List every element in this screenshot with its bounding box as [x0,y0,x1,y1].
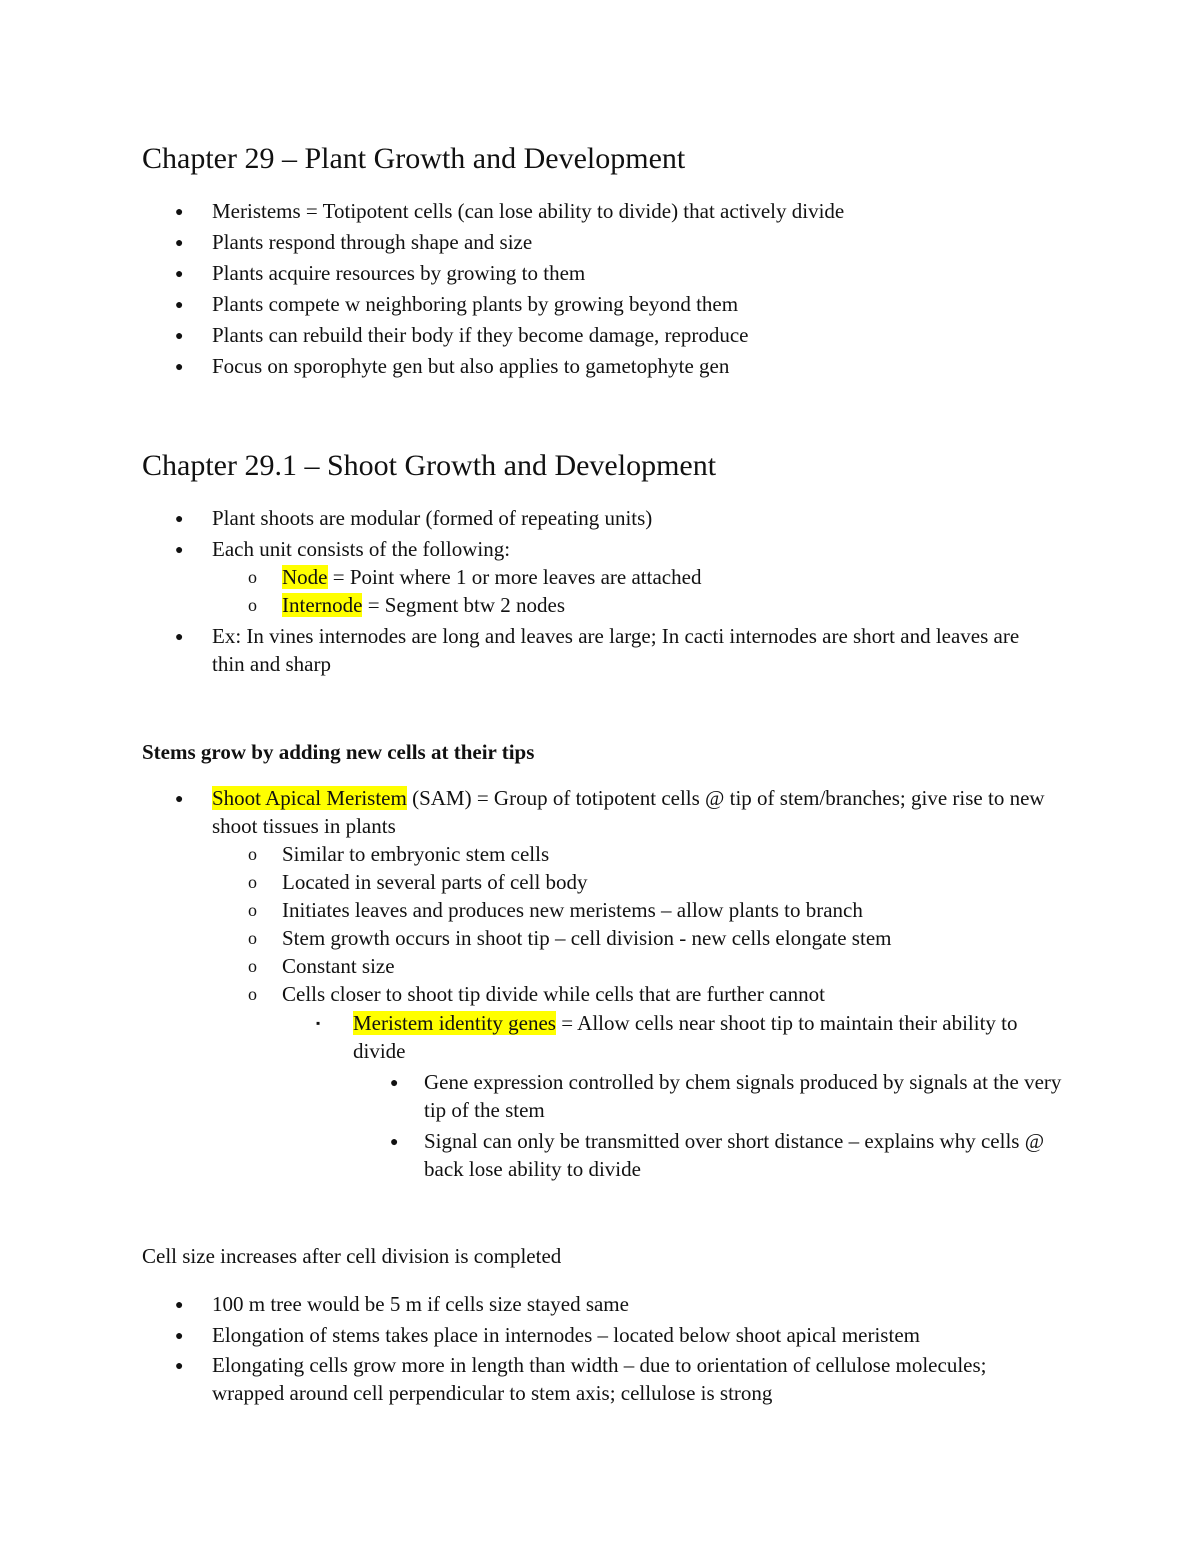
node-def: = Point where 1 or more leaves are attached [327,565,702,589]
bullet-icon: ● [175,360,184,375]
sam-subitem: Constant size [282,954,395,978]
circle-bullet-icon: o [248,956,257,976]
gene-bullet: Signal can only be transmitted over short distance – explains why cells @ back lose ability to divide [424,1129,1045,1181]
bullet-icon: ● [175,512,184,527]
circle-bullet-icon: o [248,928,257,948]
cell-size-heading: Cell size increases after cell division is completed [142,1244,562,1268]
sam-def: (SAM) = Group of totipotent cells @ tip of stem/branches; give rise to new shoot tissues in plants [212,786,1045,838]
bullet-icon: ● [175,630,184,645]
chapter-29-1-bullet: Ex: In vines internodes are long and leaves are large; In cacti internodes are short and leaves are thin and sharp [212,624,1020,676]
bullet-icon: ● [175,329,184,344]
chapter-29-bullet: Plants respond through shape and size [212,230,533,254]
cell-size-bullet: Elongating cells grow more in length than width – due to orientation of cellulose molecules; wrapped around cell perpendicular to stem axis; cellulose is strong [212,1353,987,1405]
circle-bullet-icon: o [248,567,257,587]
node-definition [282,564,1072,592]
bullet-icon: ● [175,792,184,807]
sam-subitem: Cells closer to shoot tip divide while cells that are further cannot [282,982,825,1006]
internode-def: = Segment btw 2 nodes [362,593,566,617]
cell-size-bullet: Elongation of stems takes place in internodes – located below shoot apical meristem [212,1323,920,1347]
sam-subitem: Initiates leaves and produces new meristems – allow plants to branch [282,898,863,922]
sam-definition [212,785,1052,840]
bullet-icon: ● [175,1329,184,1344]
bullet-icon: ● [175,298,184,313]
chapter-29-bullet: Meristems = Totipotent cells (can lose ability to divide) that actively divide [212,199,845,223]
circle-bullet-icon: o [248,900,257,920]
chapter-29-bullet: Focus on sporophyte gen but also applies to gametophyte gen [212,354,730,378]
bullet-icon: ● [175,267,184,282]
circle-bullet-icon: o [248,872,257,892]
square-bullet-icon: ▪ [316,1016,321,1030]
sam-subitem: Stem growth occurs in shoot tip – cell division - new cells elongate stem [282,926,892,950]
mig-def: = Allow cells near shoot tip to maintain their ability to divide [353,1011,1018,1063]
cell-size-bullet: 100 m tree would be 5 m if cells size stayed same [212,1292,629,1316]
mig-term: Meristem identity genes [353,1011,556,1035]
chapter-29-1-heading: Chapter 29.1 – Shoot Growth and Development [142,449,717,482]
internode-definition [282,592,1072,620]
sam-term: Shoot Apical Meristem [212,786,407,810]
node-term: Node [282,565,328,589]
sam-subitem: Similar to embryonic stem cells [282,842,550,866]
bullet-icon: ● [390,1076,399,1091]
circle-bullet-icon: o [248,844,257,864]
chapter-29-bullet: Plants acquire resources by growing to them [212,261,586,285]
sam-subitem: Located in several parts of cell body [282,870,588,894]
chapter-29-bullet: Plants can rebuild their body if they become damage, reproduce [212,323,749,347]
bullet-icon: ● [175,1359,184,1374]
bullet-icon: ● [390,1135,399,1150]
circle-bullet-icon: o [248,984,257,1004]
gene-bullet: Gene expression controlled by chem signals produced by signals at the very tip of the stem [424,1070,1062,1122]
chapter-29-bullet: Plants compete w neighboring plants by growing beyond them [212,292,739,316]
chapter-29-1-bullet: Plant shoots are modular (formed of repeating units) [212,506,653,530]
chapter-29-heading: Chapter 29 – Plant Growth and Development [142,142,686,175]
bullet-icon: ● [175,236,184,251]
stems-heading: Stems grow by adding new cells at their tips [142,740,535,764]
chapter-29-1-bullet: Each unit consists of the following: [212,537,511,561]
meristem-identity-genes [353,1010,1033,1065]
bullet-icon: ● [175,205,184,220]
bullet-icon: ● [175,1298,184,1313]
bullet-icon: ● [175,543,184,558]
internode-term: Internode [282,593,363,617]
circle-bullet-icon: o [248,595,257,615]
